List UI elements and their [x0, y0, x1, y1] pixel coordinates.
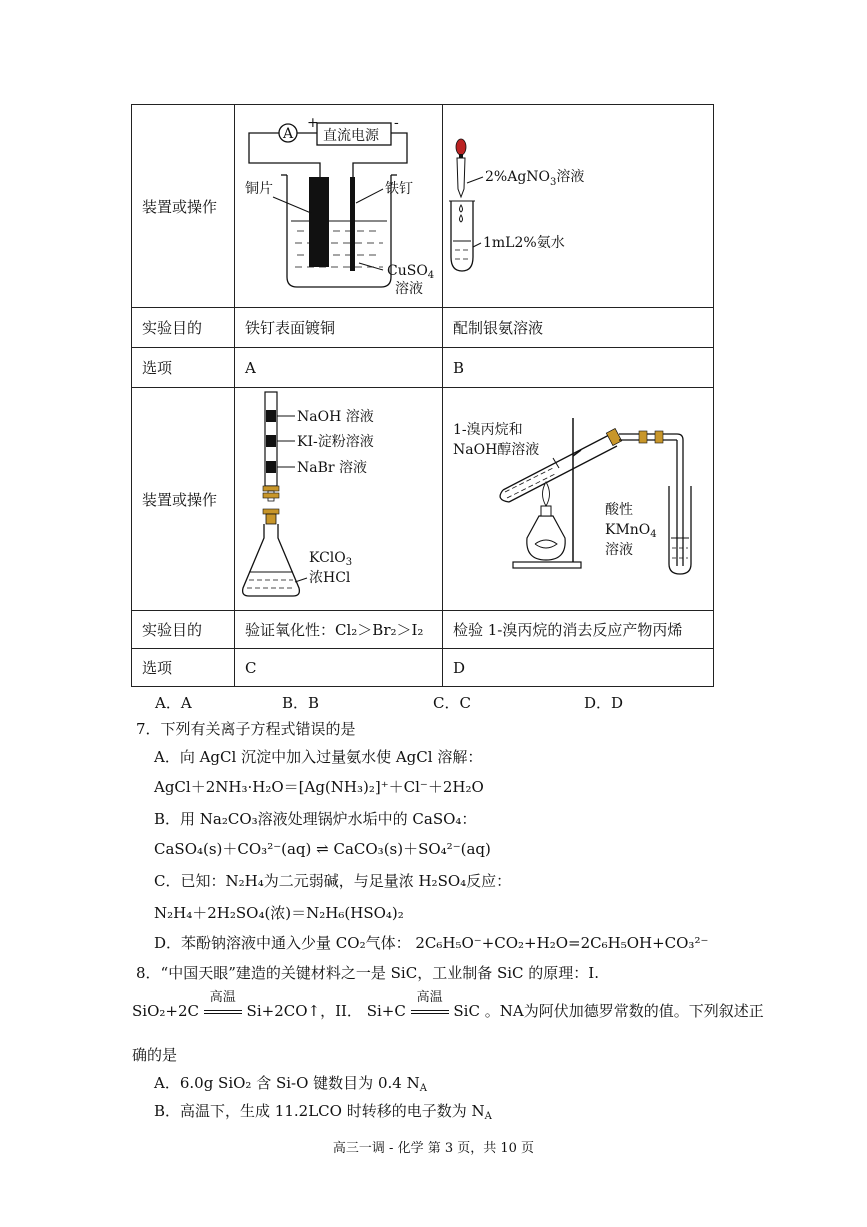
- q8-line2: SiO₂+2C 高温 Si+2CO↑，II． Si+C 高温 SiC 。NA为阿伏加德罗常数的值。下列叙述正: [132, 990, 764, 1020]
- purpose-d: 检验 1-溴丙烷的消去反应产物丙烯: [443, 611, 714, 649]
- q8-line3: 确的是: [132, 1046, 178, 1064]
- q7-option-a-equation: AgCl＋2NH₃·H₂O＝[Ag(NH₃)₂]⁺＋Cl⁻＋2H₂O: [154, 778, 484, 796]
- q7-option-a-text: A．向 AgCl 沉淀中加入过量氨水使 AgCl 溶解：: [154, 748, 483, 766]
- svg-text:铁钉: 铁钉: [385, 181, 413, 197]
- figure-b-silver-ammonia: [443, 105, 714, 308]
- svg-text:A: A: [283, 126, 294, 142]
- option-d: D: [443, 649, 714, 687]
- row-label-option-1: 选项: [132, 348, 235, 388]
- q6-option-b: B．B: [282, 694, 320, 712]
- q6-option-a: A．A: [155, 694, 192, 712]
- strip-naoh: [266, 410, 276, 422]
- purpose-b: 配制银氨溶液: [443, 308, 714, 348]
- dropper-bulb: [456, 139, 466, 155]
- purpose-c: 验证氧化性：Cl₂＞Br₂＞I₂: [235, 611, 443, 649]
- figure-d-elimination: [443, 388, 714, 611]
- q7-option-c-equation: N₂H₄＋2H₂SO₄(浓)＝N₂H₆(HSO₄)₂: [154, 904, 404, 922]
- option-a: A: [235, 348, 443, 388]
- svg-text:NaOH醇溶液: NaOH醇溶液: [453, 442, 540, 458]
- svg-text:2%AgNO3溶液: 2%AgNO$_3$溶液: [485, 169, 585, 188]
- svg-text:直流电源: 直流电源: [323, 128, 379, 144]
- q8-option-a: A．6.0g SiO₂ 含 Si-O 键数目为 0.4 $N_A$: [154, 1074, 427, 1094]
- q7-stem: 7．下列有关离子方程式错误的是: [136, 720, 356, 738]
- question-8: [132, 962, 764, 1122]
- q6-options: [0, 692, 867, 712]
- svg-text:溶液: 溶液: [605, 542, 633, 558]
- q7-option-b-text: B．用 Na₂CO₃溶液处理锅炉水垢中的 CaSO₄：: [154, 810, 477, 828]
- svg-text:1mL2%氨水: 1mL2%氨水: [483, 235, 565, 251]
- svg-text:KClO3: KClO$_3$: [309, 550, 353, 568]
- row-label-option-2: 选项: [132, 649, 235, 687]
- svg-text:1-溴丙烷和: 1-溴丙烷和: [453, 422, 523, 438]
- row-label-device-2: 装置或操作: [132, 388, 235, 611]
- row-label-device-1: 装置或操作: [132, 105, 235, 308]
- q7-option-d: D．苯酚钠溶液中通入少量 CO₂气体： 2C₆H₅O⁻+CO₂+H₂O=2C₆H₅OH+CO₃²⁻: [154, 934, 709, 952]
- receiving-tube: [669, 486, 691, 574]
- conical-flask: [243, 524, 300, 596]
- svg-text:酸性: 酸性: [605, 502, 633, 518]
- q8-line1: 8．“中国天眼”建造的关键材料之一是 SiC，工业制备 SiC 的原理：I.: [136, 964, 599, 982]
- purpose-a: 铁钉表面镀铜: [235, 308, 443, 348]
- svg-text:浓HCl: 浓HCl: [309, 570, 351, 586]
- strip-nabr: [266, 461, 276, 473]
- strip-ki-starch: [266, 435, 276, 447]
- svg-text:-: -: [394, 115, 399, 131]
- figure-a-electroplating: [235, 105, 443, 308]
- q8-option-b: B．高温下，生成 11.2LCO 时转移的电子数为 $N_A$: [154, 1102, 492, 1122]
- alcohol-lamp: [527, 516, 565, 560]
- svg-text:NaOH 溶液: NaOH 溶液: [297, 409, 374, 425]
- figure-c-oxidation: [235, 388, 443, 611]
- svg-text:溶液: 溶液: [395, 281, 423, 297]
- q7-option-c-text: C．已知：N₂H₄为二元弱碱，与足量浓 H₂SO₄反应：: [154, 872, 512, 890]
- condition-arrow-2: 高温: [411, 1002, 449, 1020]
- stopper: [266, 514, 276, 524]
- q6-option-d: D．D: [584, 694, 624, 712]
- svg-text:NaBr 溶液: NaBr 溶液: [297, 460, 368, 476]
- row-label-purpose-1: 实验目的: [132, 308, 235, 348]
- option-c: C: [235, 649, 443, 687]
- svg-text:KMnO4: KMnO$_4$: [605, 522, 657, 540]
- question-7: [136, 718, 756, 952]
- page-footer: 高三一调 - 化学 第 3 页，共 10 页: [332, 1141, 535, 1156]
- row-label-purpose-2: 实验目的: [132, 611, 235, 649]
- condition-arrow-1: 高温: [204, 1002, 242, 1020]
- q7-option-b-equation: CaSO₄(s)＋CO₃²⁻(aq) ⇌ CaCO₃(s)＋SO₄²⁻(aq): [154, 840, 491, 858]
- iron-nail: [350, 177, 355, 271]
- experiment-table: [131, 104, 714, 687]
- svg-text:CuSO4: CuSO$_4$: [387, 263, 435, 281]
- copper-plate: [309, 177, 329, 267]
- option-b: B: [443, 348, 714, 388]
- q6-option-c: C．C: [433, 694, 471, 712]
- svg-text:KI-淀粉溶液: KI-淀粉溶液: [297, 434, 374, 450]
- svg-text:+: +: [307, 115, 319, 131]
- svg-text:铜片: 铜片: [245, 181, 273, 197]
